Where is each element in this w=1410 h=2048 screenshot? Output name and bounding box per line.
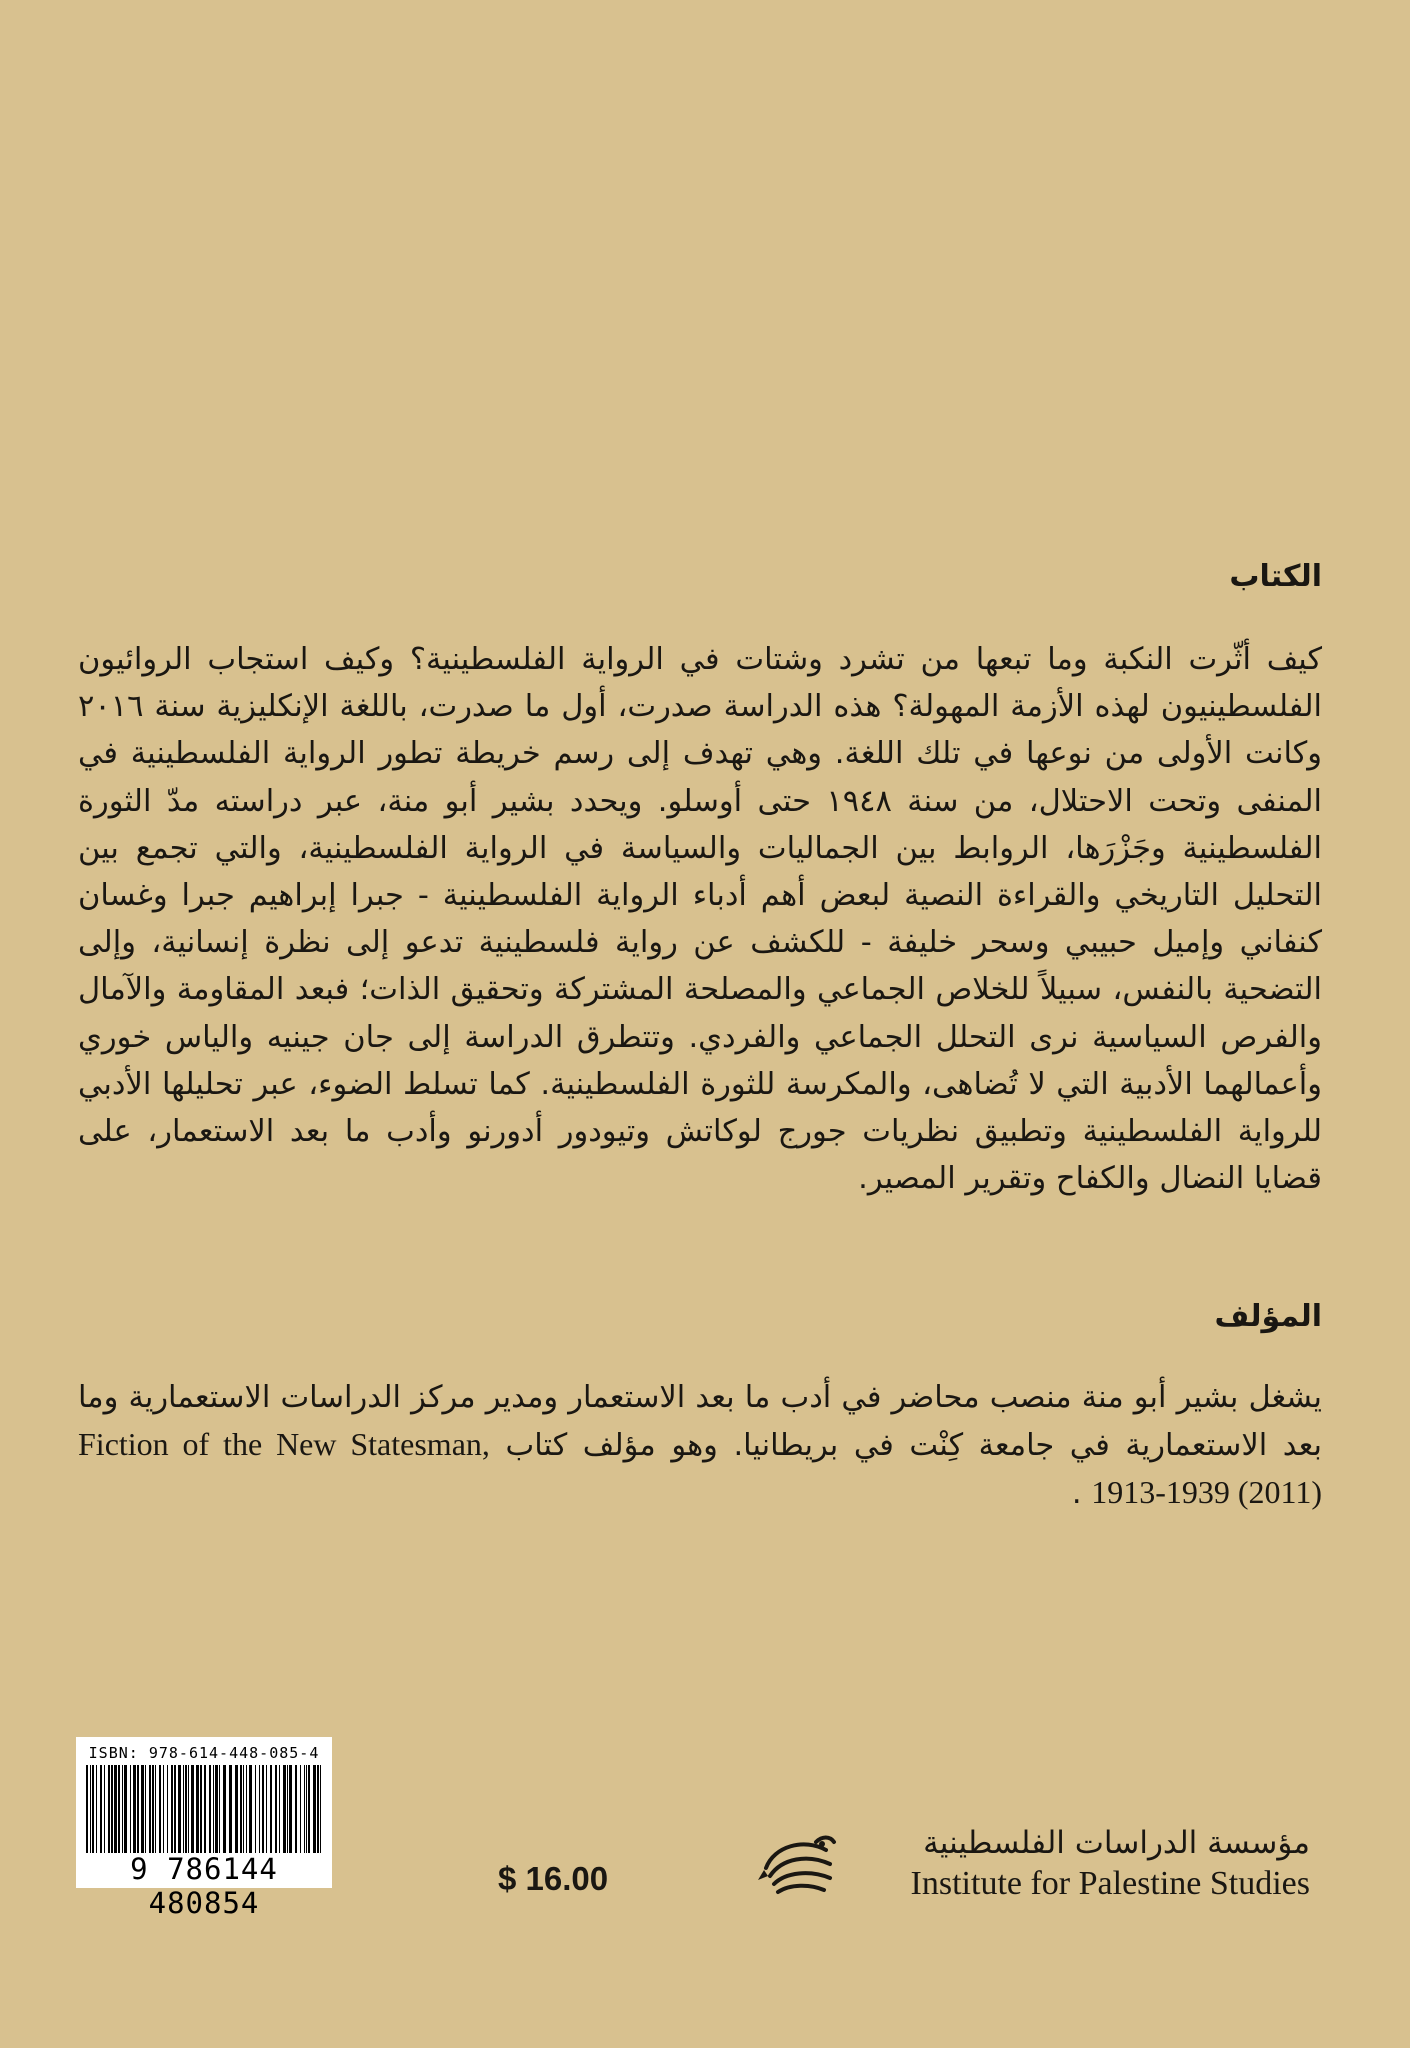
isbn-barcode [76,1737,332,1920]
barcode-bar [191,1765,194,1853]
barcode-bar [178,1765,181,1853]
barcode-bar [223,1765,226,1853]
barcode-bar [240,1765,242,1853]
barcode-bar [118,1765,120,1853]
barcode-bar [249,1765,252,1853]
barcode-bar [86,1765,88,1853]
barcode-bar [308,1765,310,1853]
publisher-name-arabic: مؤسسة الدراسات الفلسطينية [923,1825,1310,1861]
barcode-bar [313,1765,316,1853]
barcode-bar [295,1765,297,1853]
barcode-bar [320,1765,321,1853]
author-bio-end: . [1071,1476,1082,1512]
publisher-name-english: Institute for Palestine Studies [910,1865,1310,1902]
barcode-bar [163,1765,164,1853]
barcode-bar [185,1765,187,1853]
barcode-bar [259,1765,260,1853]
barcode-digits: 9 786144 480854 [130,1852,278,1920]
barcode-bar [213,1765,214,1853]
barcode-bar [130,1765,131,1853]
author-section-title: المؤلف [1214,1299,1322,1334]
author-bio [78,1374,1322,1518]
barcode-bar [306,1765,307,1853]
book-section-title: الكتاب [1229,559,1322,594]
barcode-bar [183,1765,184,1853]
barcode-bar [145,1765,146,1853]
barcode-bar [100,1765,102,1853]
barcode-bar [159,1765,161,1853]
barcode-bar [111,1765,113,1853]
barcode-bar [317,1765,319,1853]
barcode-bar [283,1765,286,1853]
barcode-bar [167,1765,168,1853]
barcode-bar [243,1765,244,1853]
barcode-bar [279,1765,280,1853]
barcode-bar [108,1765,110,1853]
barcode-bar [262,1765,264,1853]
author-book-title: Fiction of the New Statesman, 1913-1939 (2011) [78,1426,1322,1511]
barcode-bar [104,1765,105,1853]
barcode-bar [124,1765,127,1853]
book-description: كيف أثّرت النكبة وما تبعها من تشرد وشتات في الرواية الفلسطينية؟ وكيف استجاب الروائيون الفلسطينيون لهذه الأزمة المهولة؟ هذه الدراسة صدرت، أول ما صدرت، باللغة الإنكليزية سنة ٢٠١٦ وكانت الأولى من نوعها في تلك اللغة. وهي تهدف إلى رسم خريطة تطور الرواية الفلسطينية في المنفى وتحت الاحتلال، من سنة ١٩٤٨ حتى أوسلو. ويحدد بشير أبو منة، عبر دراسته مدّ الثورة الفلسطينية وجَزْرَها، الروابط بين الجماليات والسياسة في الرواية الفلسطينية، والتي تجمع بين التحليل التاريخي والقراءة النصية لبعض أهم أدباء الرواية الفلسطينية - جبرا إبراهيم جبرا وغسان كنفاني وإميل حبيبي وسحر خليفة - للكشف عن رواية فلسطينية تدعو إلى نظرة إنسانية، وإلى التضحية بالنفس، سبيلاً للخلاص الجماعي والمصلحة المشتركة وتحقيق الذات؛ فبعد المقاومة والآمال والفرص السياسية نرى التحلل الجماعي والفردي. وتتطرق الدراسة إلى جان جينيه والياس خوري وأعمالهما الأدبية التي لا تُضاهى، والمكرسة للثورة الفلسطينية. كما تسلط الضوء، عبر تحليلها الأدبي للرواية الفلسطينية وتطبيق نظريات جورج لوكاتش وتيودور أدورنو وأدب ما بعد الاستعمار، على قضايا النضال والكفاح وتقرير المصير. [78,642,1322,1197]
barcode-bar [287,1765,288,1853]
barcode-bar [235,1765,238,1853]
barcode-bar [209,1765,211,1853]
barcode-bar [200,1765,202,1853]
barcode-bar [92,1765,94,1853]
barcode-bar [174,1765,176,1853]
barcode-bar [246,1765,247,1853]
price-label: $ 16.00 [498,1860,609,1897]
barcode-bar [155,1765,156,1853]
barcode-bar [270,1765,272,1853]
barcode-bar [289,1765,292,1853]
author-bio-arabic: يشغل بشير أبو منة منصب محاضر في أدب ما بعد الاستعمار ومدير مركز الدراسات الاستعمارية وما بعد الاستعمارية في جامعة كِنْت في بريطانيا. وهو مؤلف كتاب [78,1380,1322,1464]
barcode-bar [219,1765,220,1853]
barcode-bar [204,1765,206,1853]
publisher-logo [756,1822,1316,1912]
barcode-bar [188,1765,189,1853]
barcode-bar [300,1765,301,1853]
bird-emblem-icon [756,1828,838,1904]
barcode-bar [141,1765,144,1853]
barcode-bar [137,1765,139,1853]
barcode-bar [90,1765,91,1853]
barcode-bar [133,1765,136,1853]
barcode-bar [266,1765,267,1853]
barcode-bar [114,1765,117,1853]
barcode-bar [304,1765,305,1853]
isbn-label: ISBN: 978-614-448-085-4 [88,1744,320,1762]
barcode-bar [152,1765,154,1853]
barcode-bar [215,1765,218,1853]
barcode-bar [122,1765,123,1853]
barcode-bar [229,1765,232,1853]
barcode-bar [196,1765,199,1853]
barcode-bar [149,1765,151,1853]
barcode-bar [96,1765,97,1853]
barcode-bar [255,1765,256,1853]
barcode-bar [275,1765,277,1853]
barcode-bar [171,1765,173,1853]
barcode-bars [86,1765,324,1853]
